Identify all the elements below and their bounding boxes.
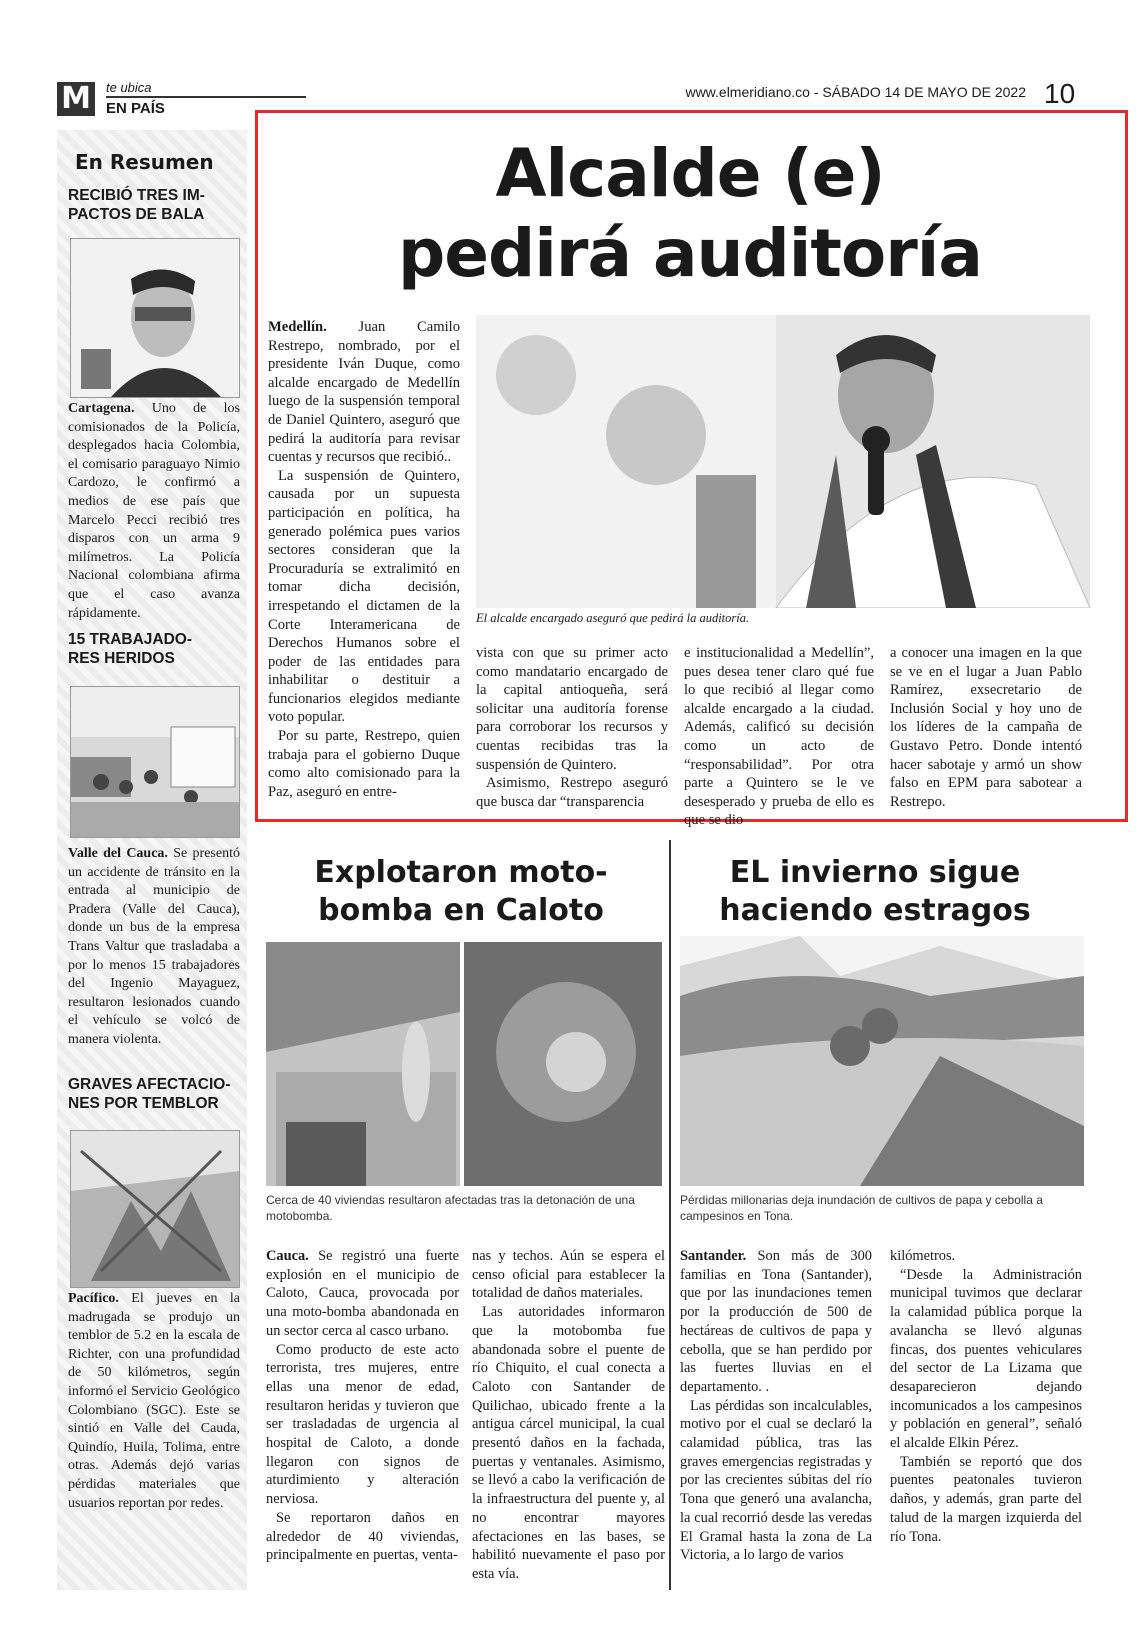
paragraph: vista con que su primer acto como mandatario encargado de la capital antioqueña, será solicitar una auditoría forense para corroborar los recursos y cuentas recibidas tras la suspensión de Quintero.: [476, 645, 668, 773]
text: Se registró una fuerte explosión en el municipio de Caloto, Cauca, provocada por una moto-bomba abandonada en un sector cerca al casco urbano.: [266, 1248, 459, 1339]
paragraph: kilómetros.: [890, 1248, 956, 1264]
paragraph: Por su parte, Restrepo, quien trabaja para el gobierno Duque como alto comisionado para la Paz, aseguró en entre-: [268, 728, 460, 800]
sidebar-item-heading: [68, 186, 238, 224]
headline-line: Alcalde (e): [495, 135, 885, 212]
paragraph: La suspensión de Quintero, causada por un supuesta participación en política, ha generado polémica pues varios sectores consideran que la Procuraduría se extralimitó en tomar dicha decisión, irrespetando el dictamen de la Corte Interamericana de Derechos Humanos sobre el poder de las entidades para inhabilitar o destituir a funcionarios elegidos mediante voto popular.: [268, 467, 460, 726]
heading-line: 15 TRABAJADO-: [68, 631, 193, 648]
column-divider: [669, 840, 671, 1590]
paragraph: Asimismo, Restrepo aseguró que busca dar “transparencia: [476, 775, 668, 810]
sidebar-item-text: [68, 1290, 240, 1513]
headline-line: bomba en Caloto: [318, 893, 604, 928]
heading-line: GRAVES AFECTACIO-: [68, 1076, 231, 1093]
main-photo-caption: El alcalde encargado aseguró que pedirá la auditoría.: [476, 611, 750, 625]
paragraph: [680, 1247, 872, 1397]
sidebar-item-text: [68, 400, 240, 623]
dateline: Medellín.: [268, 319, 327, 335]
paragraph: Como producto de este acto terrorista, tres mujeres, entre ellas una menor de edad, resultaron heridas y tuvieron que ser trasladadas de urgencia al hospital de Caloto, a donde llegaron con signos de aturdimiento y alteración nerviosa.: [266, 1341, 459, 1508]
paragraph: “Desde la Administración municipal tuvimos que declarar la calamidad pública porque la avalancha se llevó algunas fincas, dos puentes vehiculares del sector de La Lizama que desaparecieron dejando incomunicados a los campesinos y población en general”, señaló el alcalde Elkin Pérez.: [890, 1266, 1082, 1452]
invierno-photo: [680, 936, 1084, 1186]
sidebar-title: En Resumen: [75, 150, 214, 174]
paragraph: [266, 1247, 459, 1341]
headline-line: EL invierno sigue: [729, 855, 1021, 890]
sidebar-item-heading: [68, 630, 238, 668]
caloto-headline: [266, 854, 656, 930]
paragraph: También se reportó que dos puentes peatonales tuvieron daños, y además, gran parte del talud de la margen izquierda del río Tona.: [890, 1453, 1082, 1545]
sidebar-photo-earthquake: [70, 1130, 240, 1288]
main-story-column-1: [268, 318, 460, 801]
sidebar-item-text: [68, 845, 240, 1050]
section-label: EN PAÍS: [106, 100, 165, 117]
text: Juan Camilo Restrepo, nombrado, por el presidente Iván Duque, como alcalde encargado de Medellín luego de la suspensión temporal de Daniel Quintero, aseguró que pedirá la auditoría para revisar cuentas y recursos que recibió..: [268, 319, 460, 466]
sidebar-item-heading: [68, 1075, 238, 1113]
invierno-photo-caption: Pérdidas millonarias deja inundación de cultivos de papa y cebolla a campesinos en Tona.: [680, 1193, 1043, 1223]
sidebar-body: El jueves en la madrugada se produjo un temblor de 5.2 en la escala de Richter, con una profundidad de 50 kilómetros, según informó el Servicio Geológico Colombiano (SGC). Este se sintió en Valle del Cauda, Quindío, Huila, Tolima, entre otras. Además dejó varias pérdidas materiales que usuarios reportan por redes.: [68, 1291, 240, 1511]
sidebar-photo-accident: [70, 686, 240, 838]
headline-line: pedirá auditoría: [398, 215, 982, 292]
main-story-column-4: [890, 644, 1082, 811]
caloto-column-1: [266, 1247, 459, 1565]
heading-line: PACTOS DE BALA: [68, 206, 205, 223]
dateline: Pacífico.: [68, 1291, 119, 1306]
sidebar-body: Uno de los comisionados de la Policía, desplegados hacia Colombia, el comisario paraguayo Nimio Cardozo, le confirmó a medios de ese país que Marcelo Pecci recibió tres disparos con un arma 9 milímetros. La Policía Nacional colombiana afirma que el caso avanza rápidamente.: [68, 401, 240, 621]
text: Son más de 300 familias en Tona (Santander), que por las inundaciones temen por la producción de 500 de hectáreas de cultivos de papa y cebolla, que se han perdido por las fuertes lluvias en el departamento. .: [680, 1248, 872, 1395]
dateline: Cauca.: [266, 1248, 309, 1264]
page-number: 10: [1044, 78, 1076, 109]
dateline: Valle del Cauca.: [68, 846, 168, 861]
header-tagline: te ubica: [106, 80, 152, 95]
main-story-column-2: [476, 644, 668, 811]
main-headline: [270, 134, 1110, 294]
invierno-column-2: [890, 1247, 1082, 1546]
main-story-photo: [476, 315, 1090, 608]
heading-line: NES POR TEMBLOR: [68, 1095, 219, 1112]
sidebar-body: Se presentó un accidente de tránsito en la entrada al municipio de Pradera (Valle del Cauca), donde un bus de la empresa Trans Valtur que trasladaba a por lo menos 15 trabajadores del Ingenio Mayaguez, resultaron lesionados cuando el vehículo se volcó de manera violenta.: [68, 846, 240, 1047]
heading-line: RES HERIDOS: [68, 650, 175, 667]
site-date: www.elmeridiano.co - SÁBADO 14 DE MAYO DE 2022: [685, 84, 1026, 100]
paragraph: nas y techos. Aún se espera el censo oficial para establecer la totalidad de daños materiales.: [472, 1248, 665, 1302]
paragraph: Se reportaron daños en alrededor de 40 viviendas, principalmente en puertas, venta-: [266, 1509, 459, 1564]
sidebar-photo-portrait: [70, 238, 240, 398]
newspaper-logo: M: [57, 82, 95, 116]
headline-line: haciendo estragos: [719, 893, 1031, 928]
paragraph: a conocer una imagen en la que se ve en el lugar a Juan Pablo Ramírez, exsecretario de Inclusión Social y hoy uno de los líderes de la campaña de Gustavo Petro. Donde intentó hacer sabotaje y armó un show falso en EPM para sabotear a Restrepo.: [890, 645, 1082, 810]
dateline: Cartagena.: [68, 401, 135, 416]
heading-line: RECIBIÓ TRES IM-: [68, 187, 205, 204]
caloto-photos: [266, 942, 662, 1186]
invierno-headline: [680, 854, 1070, 930]
paragraph: Las pérdidas son incalculables, motivo por el cual se declaró la calamidad pública, tras las graves emergencias registradas y por las crecientes súbitas del río Tona que generó una avalancha, la cual recorrió desde las veredas El Gramal hasta la zona de La Victoria, a lo largo de varios: [680, 1397, 872, 1564]
invierno-column-1: [680, 1247, 872, 1565]
paragraph: [268, 318, 460, 467]
dateline: Santander.: [680, 1248, 747, 1264]
header-rule: [106, 96, 306, 98]
caloto-photo-caption: Cerca de 40 viviendas resultaron afectadas tras la detonación de una motobomba.: [266, 1193, 635, 1223]
caloto-column-2: [472, 1247, 665, 1584]
main-story-column-3: [684, 644, 874, 830]
paragraph: Las autoridades informaron que la motobomba fue abandonada sobre el puente de río Chiquito, el cual conecta a Caloto con Santander de Quilichao, ubicado frente a la antigua cárcel municipal, la cual presentó daños en la fachada, puertas y ventanales. Asimismo, se llevó a cabo la verificación de la infraestructura del puente y, al no encontrar mayores afectaciones en las bases, se habilitó nuevamente el paso por esta vía.: [472, 1304, 665, 1582]
paragraph: e institucionalidad a Medellín”, pues desea tener claro qué fue lo que recibió al llegar como alcalde encargado a la ciudad. Además, calificó su decisión como un acto de “responsabilidad”. Por otra parte a Quintero se le ve desesperado y prueba de ello es que se dio: [684, 645, 874, 829]
headline-line: Explotaron moto-: [314, 855, 608, 890]
